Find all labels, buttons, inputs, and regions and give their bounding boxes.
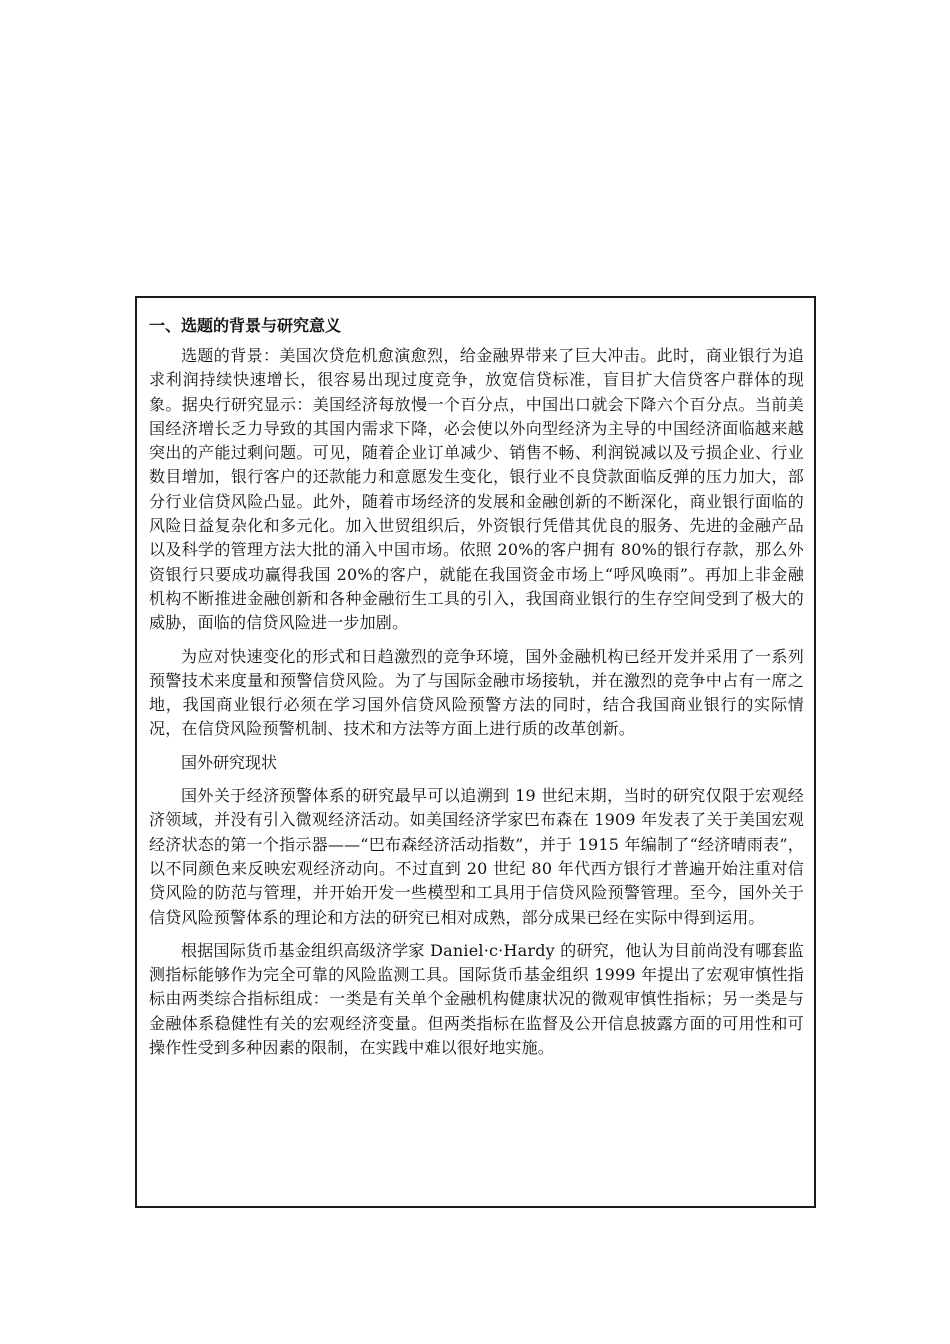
subheading-foreign-research: 国外研究现状 — [181, 752, 278, 772]
paragraph-imf: 根据国际货币基金组织高级济学家 Daniel·c·Hardy 的研究，他认为目前尚没有哪套监测指标能够作为完全可靠的风险监测工具。国际货币基金组织 1999 年提出了宏观审慎性指标由两类综合指标组成：一类是有关单个金融机构健康状况的微观审慎性指标；另一类是与金融体系稳健性有关的宏观经济变量。但两类指标在监督及公开信息披露方面的可用性和可操作性受到多种因素的限制，在实践中难以很好地实施。 — [149, 940, 804, 1058]
paragraph-response: 为应对快速变化的形式和日趋激烈的竞争环境，国外金融机构已经开发并采用了一系列预警技术来度量和预警信贷风险。为了与国际金融市场接轨，并在激烈的竞争中占有一席之地，我国商业银行必须在学习国外信贷风险预警方法的同时，结合我国商业银行的实际情况，在信贷风险预警机制、技术和方法等方面上进行质的改革创新。 — [149, 646, 804, 739]
paragraph-background: 选题的背景：美国次贷危机愈演愈烈，给金融界带来了巨大冲击。此时，商业银行为追求利润持续快速增长，很容易出现过度竞争，放宽信贷标准，盲目扩大信贷客户群体的现象。据央行研究显示：美国经济每放慢一个百分点，中国出口就会下降六个百分点。当前美国经济增长乏力导致的其国内需求下降，必会使以外向型经济为主导的中国经济面临越来越突出的产能过剩问题。可见，随着企业订单减少、销售不畅、利润锐减以及亏损企业、行业数目增加，银行客户的还款能力和意愿发生变化，银行业不良贷款面临反弹的压力加大，部分行业信贷风险凸显。此外，随着市场经济的发展和金融创新的不断深化，商业银行面临的风险日益复杂化和多元化。加入世贸组织后，外资银行凭借其优良的服务、先进的金融产品以及科学的管理方法大批的涌入中国市场。依照 20%的客户拥有 80%的银行存款，那么外资银行只要成功赢得我国 20%的客户，就能在我国资金市场上“呼风唤雨”。再加上非金融机构不断推进金融创新和各种金融衍生工具的引入，我国商业银行的生存空间受到了极大的威胁，面临的信贷风险进一步加剧。 — [149, 346, 804, 633]
section-title: 一、选题的背景与研究意义 — [149, 316, 342, 335]
paragraph-history: 国外关于经济预警体系的研究最早可以追溯到 19 世纪末期，当时的研究仅限于宏观经济领域，并没有引入微观经济活动。如美国经济学家巴布森在 1909 年发表了关于美国宏观经济状态的第一个指示器——“巴布森经济活动指数”，并于 1915 年编制了“经济晴雨表”，以不同颜色来反映宏观经济动向。不过直到 20 世纪 80 年代西方银行才普遍开始注重对信贷风险的防范与管理，并开始开发一些模型和工具用于信贷风险预警管理。至今，国外关于信贷风险预警体系的理论和方法的研究已相对成熟，部分成果已经在实际中得到运用。 — [149, 786, 804, 927]
document-frame — [135, 296, 816, 1208]
